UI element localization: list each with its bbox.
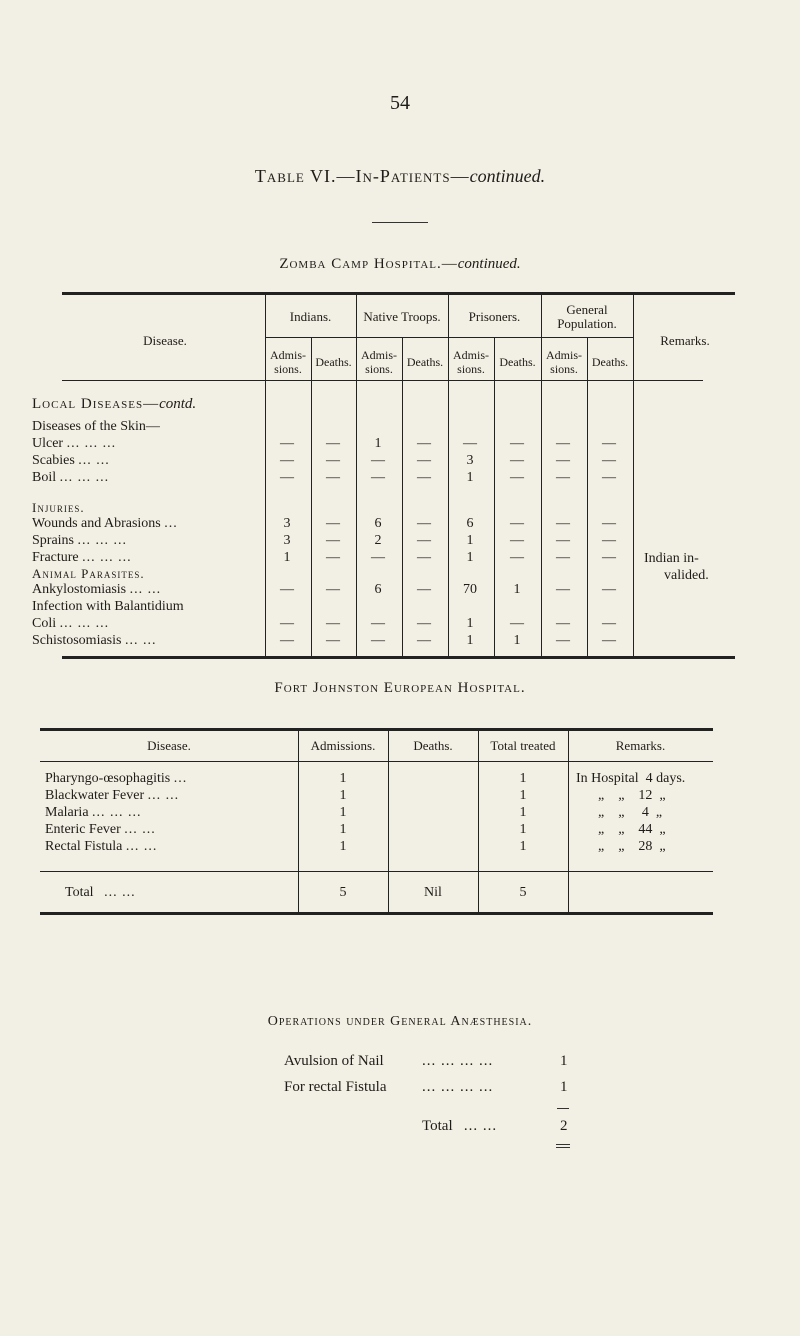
group-header-indians: Indians. [289,309,332,324]
table-cell: — [510,436,524,451]
row-label: Sprains ... ... ... [32,533,127,548]
table-cell: — [326,550,340,565]
col-rule [587,338,588,656]
row-label: Scabies ... ... [32,453,110,468]
table-cell-admissions: 1 [339,805,347,820]
total-treated: 5 [519,885,527,900]
col-rule [356,295,357,656]
row-label: Ankylostomiasis ... ... [32,582,162,597]
deaths-subheader: Deaths. [315,355,352,369]
table-cell: 1 [513,633,521,648]
table-cell: — [326,582,340,597]
table-cell: — [326,436,340,451]
admissions-subheader: Admis-sions. [361,348,397,376]
remark-line: Indian in- [644,551,699,566]
table-cell-admissions: 1 [339,788,347,803]
table-cell-remark: „ „ 12 „ [598,788,666,803]
total-treated-header: Total treated [490,738,556,753]
table-cell: — [417,582,431,597]
fort-johnston-title: Fort Johnston European Hospital. [274,680,526,696]
section-heading: Animal Parasites. [32,566,145,581]
row-label: Wounds and Abrasions ... [32,516,178,531]
table-cell: 3 [283,516,291,531]
table-cell: — [556,516,570,531]
total-label: Total ... ... [65,885,136,900]
sum-rule [557,1108,569,1109]
table-row-label: Malaria ... ... ... [45,805,142,820]
table-cell: — [326,516,340,531]
table-cell: 6 [374,582,382,597]
table-cell-remark: „ „ 4 „ [598,805,663,820]
table-cell: — [510,550,524,565]
table-cell: 1 [283,550,291,565]
page-number: 54 [390,92,410,114]
col-rule [448,295,449,656]
title-separator [372,222,428,223]
operation-item: For rectal Fistula [284,1079,387,1095]
table-cell: — [326,470,340,485]
operations-total-label: Total ... ... [422,1118,498,1134]
table-bottom-rule [40,912,713,915]
table-cell: — [556,436,570,451]
remarks-cell [644,550,709,584]
admissions-subheader: Admis-sions. [453,348,489,376]
table-cell: — [371,453,385,468]
table-cell: — [556,616,570,631]
table-cell: 1 [466,533,474,548]
table-cell: — [602,470,616,485]
table-cell: — [510,533,524,548]
table-cell: 2 [374,533,382,548]
row-label: Ulcer ... ... ... [32,436,117,451]
table-cell: 1 [466,633,474,648]
table-cell: — [280,453,294,468]
table-row-label: Blackwater Fever ... ... [45,788,180,803]
table-cell: — [602,550,616,565]
operation-count: 1 [560,1079,568,1095]
table-cell-total: 1 [519,822,527,837]
table-cell: 70 [463,582,477,597]
col-rule [311,338,312,656]
table-cell: — [326,533,340,548]
col-rule [633,295,634,656]
row-label: Coli ... ... ... [32,616,110,631]
table-row-label: Enteric Fever ... ... [45,822,156,837]
operations-title: Operations under General Anæsthesia. [267,1014,533,1029]
disease-header: Disease. [147,738,191,753]
double-rule [556,1144,570,1145]
group-header-rule [265,337,633,338]
table-cell: — [602,533,616,548]
table-cell: — [417,453,431,468]
table-cell: — [417,436,431,451]
table-cell-total: 1 [519,839,527,854]
table-cell-admissions: 1 [339,839,347,854]
operation-item: Avulsion of Nail [284,1053,384,1069]
table-bottom-rule [62,656,735,659]
table-cell: — [556,582,570,597]
table-cell: — [602,616,616,631]
table-cell: 1 [374,436,382,451]
table-cell-remark: „ „ 44 „ [598,822,666,837]
total-admissions: 5 [339,885,347,900]
table-cell: — [602,516,616,531]
table-cell-admissions: 1 [339,822,347,837]
group-header-native-troops: Native Troops. [363,309,441,324]
total-rule [40,871,713,872]
table-cell: — [602,436,616,451]
col-rule [388,731,389,912]
table-cell: — [417,616,431,631]
row-label: Boil ... ... ... [32,470,110,485]
deaths-subheader: Deaths. [591,355,629,369]
table-cell: — [417,533,431,548]
deaths-header: Deaths. [413,738,453,753]
operation-dots: ... ... ... ... [422,1053,494,1069]
table-cell-total: 1 [519,805,527,820]
table-cell: — [556,633,570,648]
table-cell: 3 [283,533,291,548]
table-cell: — [417,470,431,485]
admissions-subheader: Admis-sions. [546,348,582,376]
table-cell-total: 1 [519,788,527,803]
table-cell: — [371,633,385,648]
table-cell: 1 [466,550,474,565]
deaths-subheader: Deaths. [499,355,536,369]
deaths-subheader: Deaths. [406,355,444,369]
table-cell: — [556,470,570,485]
table-cell: 6 [466,516,474,531]
operation-dots: ... ... ... ... [422,1079,494,1095]
table-cell: — [280,633,294,648]
remarks-header: Remarks. [660,333,710,348]
table-top-rule [40,728,713,731]
table-row-label: Rectal Fistula ... ... [45,839,158,854]
table-cell-remark: „ „ 28 „ [598,839,666,854]
table-cell: — [326,633,340,648]
admissions-header: Admissions. [310,738,376,753]
table-cell: — [602,582,616,597]
table-cell: — [417,516,431,531]
section-title: Zomba Camp Hospital.—continued. [279,256,521,272]
table-cell: — [463,436,477,451]
table-title: Table VI.—In-Patients—continued. [254,166,546,186]
col-rule [265,295,266,656]
table-cell: 1 [466,616,474,631]
row-label: Fracture ... ... ... [32,550,132,565]
remarks-header-rule [633,380,703,381]
remark-line: valided. [664,568,709,583]
header-bottom-rule [62,380,633,381]
table-cell: — [280,582,294,597]
table-cell: — [371,616,385,631]
col-rule [402,338,403,656]
remarks-header: Remarks. [615,738,666,753]
table-cell: 1 [513,582,521,597]
table-cell: — [556,550,570,565]
row-label: Schistosomiasis ... ... [32,633,157,648]
total-deaths: Nil [424,885,442,900]
table-row-label: Pharyngo-œsophagitis ... [45,771,188,786]
col-rule [494,338,495,656]
table-cell: — [510,616,524,631]
operations-total-value: 2 [560,1118,568,1134]
table-cell: 3 [466,453,474,468]
table-cell: — [510,470,524,485]
group-header-prisoners: Prisoners. [468,309,521,324]
table-cell: — [371,470,385,485]
section-heading: Injuries. [32,500,85,515]
table-cell: — [280,470,294,485]
table-cell-total: 1 [519,771,527,786]
table-cell: — [326,616,340,631]
table-cell: — [602,633,616,648]
table-cell: — [371,550,385,565]
table-cell: — [280,616,294,631]
col-rule [478,731,479,912]
table-cell: 1 [466,470,474,485]
group-header-general-population: General Population. [557,302,617,331]
table-cell: — [602,453,616,468]
disease-header: Disease. [143,333,187,348]
header-bottom-rule [40,761,713,762]
table-cell: — [417,550,431,565]
row-label: Infection with Balantidium [32,599,184,614]
section-heading: Local Diseases—contd. [32,396,197,412]
table-cell: — [510,453,524,468]
col-rule [298,731,299,912]
table-cell: — [417,633,431,648]
table-cell: — [280,436,294,451]
table-cell: 6 [374,516,382,531]
table-cell: — [326,453,340,468]
table-cell: — [556,453,570,468]
col-rule [568,731,569,912]
double-rule [556,1147,570,1148]
admissions-subheader: Admis-sions. [270,348,306,376]
operation-count: 1 [560,1053,568,1069]
table-top-rule [62,292,735,295]
table-cell: — [556,533,570,548]
col-rule [541,295,542,656]
table-cell-remark: In Hospital 4 days. [576,771,686,786]
table-cell-admissions: 1 [339,771,347,786]
row-label: Diseases of the Skin— [32,419,160,434]
table-cell: — [510,516,524,531]
